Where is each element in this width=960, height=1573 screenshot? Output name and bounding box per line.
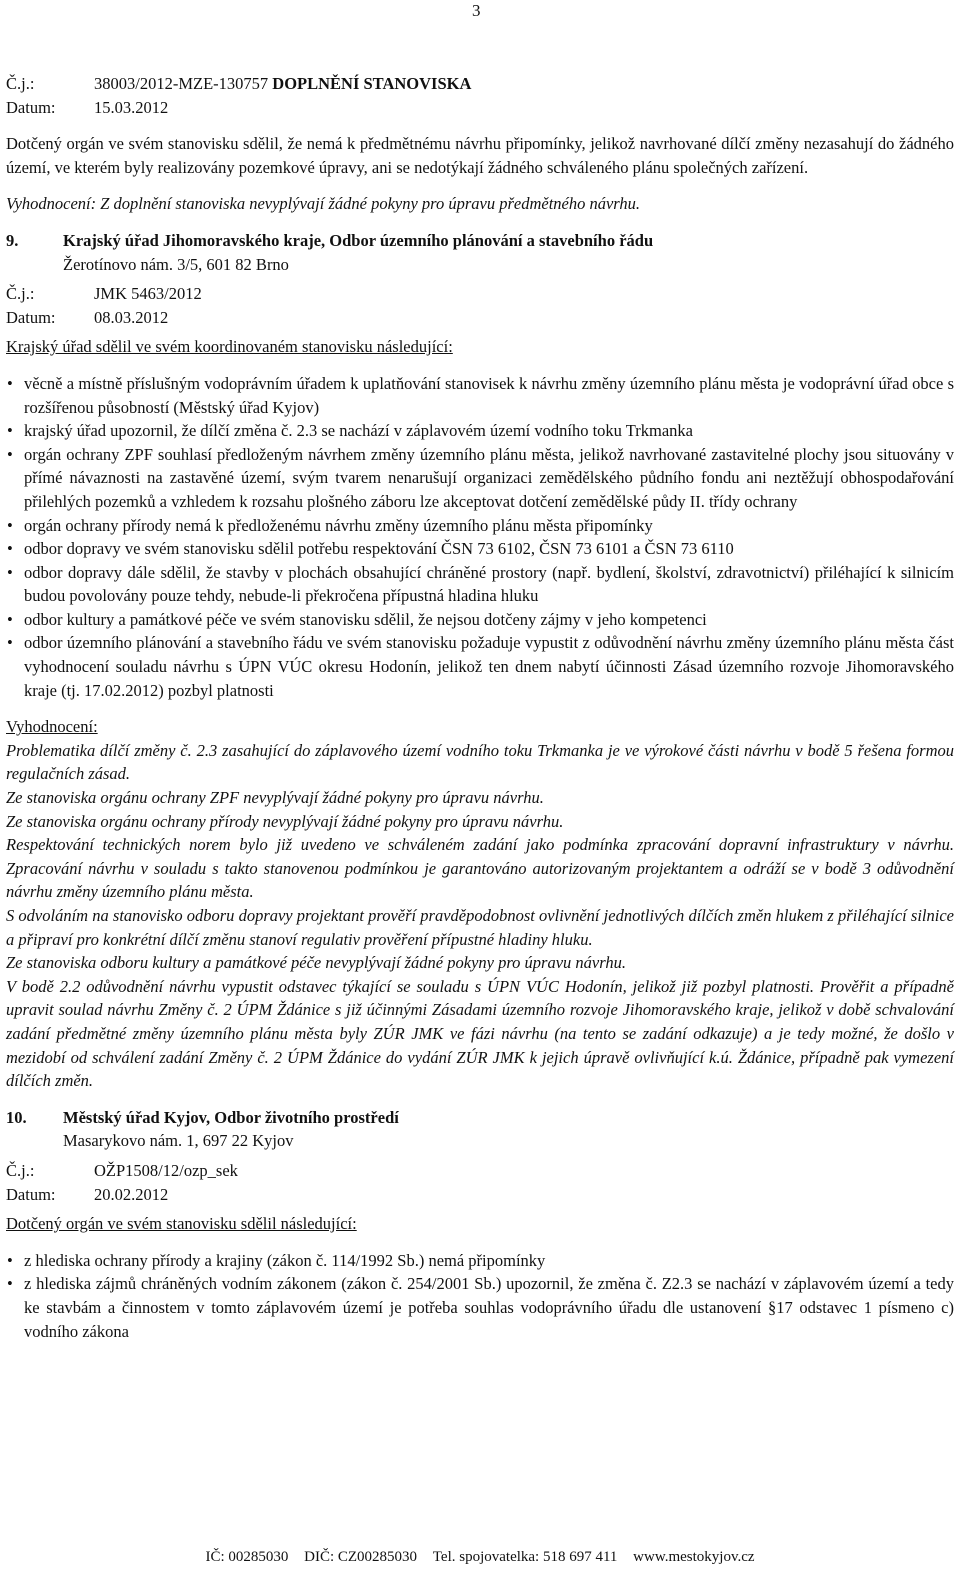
date-label: Datum: (6, 307, 56, 327)
section-intro: Krajský úřad sdělil ve svém koordinovaném stanovisku následující: (6, 337, 453, 357)
reference-label: Č.j.: (6, 284, 35, 304)
footer-dic: DIČ: CZ00285030 (304, 1549, 418, 1565)
reference-value: JMK 5463/2012 (94, 284, 202, 304)
footer-phone: Tel. spojovatelka: 518 697 411 (432, 1549, 618, 1565)
date-row (6, 96, 954, 120)
evaluation-text: Z doplnění stanoviska nevyplývají žádné pokyny pro úpravu předmětného návrhu. (100, 194, 641, 214)
reference-title: DOPLNĚNÍ STANOVISKA (272, 74, 472, 93)
date-value: 20.02.2012 (94, 1184, 169, 1204)
document-body (6, 72, 954, 1343)
page-footer (0, 1547, 960, 1567)
section-number: 10. (6, 1107, 27, 1127)
date-label: Datum: (6, 1184, 56, 1204)
footer-website[interactable]: www.mestokyjov.cz (633, 1549, 755, 1565)
list-item: • orgán ochrany ZPF souhlasí předloženým návrhem změny územního plánu města, jelikož navrhované zastavitelné plochy jsou situovány v přímé návaznosti na zastavěné území, svým tvarem nenarušují organizaci zemědělského půdního fondu ani neztěžují obhospodařování přilehlých pozemků a vzhledem k rozsahu plošného záboru lze akceptovat dotčení zemědělské půdy II. třídy ochrany (6, 443, 954, 514)
evaluation-paragraph: Problematika dílčí změny č. 2.3 zasahující do záplavového území vodního toku Trkmanka je ve výrokové části návrhu v bodě 5 řešena formou regulačních zásad. (6, 740, 954, 784)
reference-row (6, 72, 954, 96)
evaluation-label: Vyhodnocení: (6, 194, 97, 214)
list-item: • z hlediska zájmů chráněných vodním zákonem (zákon č. 254/2001 Sb.) upozornil, že změna č. Z2.3 se nachází v záplavovém území a tedy ke stavbám a činnostem v tomto záplavovém území je potřeba souhlas vodoprávního úřadu dle ustanovení §17 odstavec 1 písmeno c) vodního zákona (6, 1272, 954, 1343)
date-label: Datum: (6, 97, 56, 117)
reference-value: 38003/2012-MZE-130757 DOPLNĚNÍ STANOVISKA (94, 74, 472, 93)
date-row (6, 1183, 954, 1207)
section-intro: Dotčený orgán ve svém stanovisku sdělil následující: (6, 1214, 357, 1234)
date-row (6, 306, 954, 330)
list-item: • z hlediska ochrany přírody a krajiny (zákon č. 114/1992 Sb.) nemá připomínky (6, 1249, 954, 1273)
section-address: Žerotínovo nám. 3/5, 601 82 Brno (63, 254, 289, 274)
list-item: • odbor dopravy ve svém stanovisku sdělil potřebu respektování ČSN 73 6102, ČSN 73 6101 a ČSN 73 6110 (6, 537, 954, 561)
list-item: • odbor kultury a památkové péče ve svém stanovisku sdělil, že nejsou dotčeny zájmy v jeho kompetenci (6, 608, 954, 632)
list-item: • odbor dopravy dále sdělil, že stavby v plochách obsahující chráněné prostory (např. bydlení, školství, zdravotnictví) přiléhající k silnicím budou povolovány pouze tehdy, nebude-li překročena přípustná hladina hluku (6, 561, 954, 608)
evaluation-paragraph: Ze stanoviska odboru kultury a památkové péče nevyplývají žádné pokyny pro úpravu návrhu. (6, 953, 626, 973)
section-address: Masarykovo nám. 1, 697 22 Kyjov (63, 1131, 294, 1151)
section-heading (6, 1106, 954, 1130)
page-number: 3 (472, 1, 481, 20)
footer-ic: IČ: 00285030 (205, 1549, 289, 1565)
evaluation-paragraph: V bodě 2.2 odůvodnění návrhu vypustit odstavec týkající se souladu s ÚPN VÚC Hodonín, jelikož již pozbyl platnosti. Prověřit a případně upravit soulad návrhu Změny č. 2 ÚPM Ždánice s již účinnými Zásadami územního rozvoje Jihomoravského kraje, jelikož v době schvalování zadání předmětné změny územního plánu města byly ZÚR JMK ve fázi návrhu (na tento se zadání odkazuje) a je tedy možné, že došlo v mezidobí od schválení zadání Změny č. 2 ÚPM Ždánice do vydání ZÚR JMK k jejich úpravě ovlivňující k.ú. Ždánice, případně pak vymezení dílčích změn. (6, 976, 954, 1091)
date-value: 15.03.2012 (94, 97, 169, 117)
bullet-list (6, 1249, 954, 1343)
list-item: • krajský úřad upozornil, že dílčí změna č. 2.3 se nachází v záplavovém území vodního toku Trkmanka (6, 419, 954, 443)
list-item: • orgán ochrany přírody nemá k předloženému návrhu změny územního plánu města připomínky (6, 514, 954, 538)
evaluation-label: Vyhodnocení: (6, 717, 98, 737)
bullet-list (6, 372, 954, 702)
section-heading (6, 229, 954, 253)
date-value: 08.03.2012 (94, 307, 169, 327)
evaluation-paragraph: S odvoláním na stanovisko odboru dopravy projektant prověří pravděpodobnost ovlivnění jednotlivých dílčích změn hlukem z přiléhající silnice a připraví pro konkrétní dílčí změnu stanoví regulativ prověření přípustné hladiny hluku. (6, 906, 954, 949)
reference-row (6, 282, 954, 306)
reference-row (6, 1159, 954, 1183)
section-title: Krajský úřad Jihomoravského kraje, Odbor územního plánování a stavebního řádu (63, 230, 654, 250)
list-item: • věcně a místně příslušným vodoprávním úřadem k uplatňování stanovisek k návrhu změny územního plánu města je vodoprávní úřad obce s rozšířenou působností (Městský úřad Kyjov) (6, 372, 954, 419)
reference-label: Č.j.: (6, 1160, 35, 1180)
list-item: • odbor územního plánování a stavebního řádu ve svém stanovisku požaduje vypustit z odůvodnění návrhu změny územního plánu města část vyhodnocení souladu návrhu s ÚPN VÚC okresu Hodonín, jelikož ten dnem nabytí účinnosti Zásad územního rozvoje Jihomoravského kraje (tj. 17.02.2012) pozbyl platnosti (6, 631, 954, 702)
paragraph: Dotčený orgán ve svém stanovisku sdělil, že nemá k předmětnému návrhu připomínky, jelikož navrhované dílčí změny nezasahují do žádného území, ve kterém byly realizovány pozemkové úpravy, ani se nedotýkají žádného schváleného plánu společných zařízení. (6, 134, 954, 177)
section-number: 9. (6, 230, 19, 250)
evaluation-paragraph: Respektování technických norem bylo již uvedeno ve schváleném zadání jako podmínka zpracování dopravní infrastruktury v návrhu. Zpracování návrhu v souladu s takto stanovenou podmínkou je garantováno autorizovaným projektantem a odráží se v bodě 3 odůvodnění návrhu změny územního plánu města. (6, 835, 954, 902)
evaluation-paragraph: Ze stanoviska orgánu ochrany přírody nevyplývají žádné pokyny pro úpravu návrhu. (6, 811, 564, 831)
section-title: Městský úřad Kyjov, Odbor životního prostředí (63, 1107, 399, 1127)
reference-value: OŽP1508/12/ozp_sek (94, 1160, 238, 1180)
evaluation-paragraph: Ze stanoviska orgánu ochrany ZPF nevyplývají žádné pokyny pro úpravu návrhu. (6, 788, 544, 808)
evaluation (6, 192, 954, 216)
reference-label: Č.j.: (6, 74, 35, 93)
